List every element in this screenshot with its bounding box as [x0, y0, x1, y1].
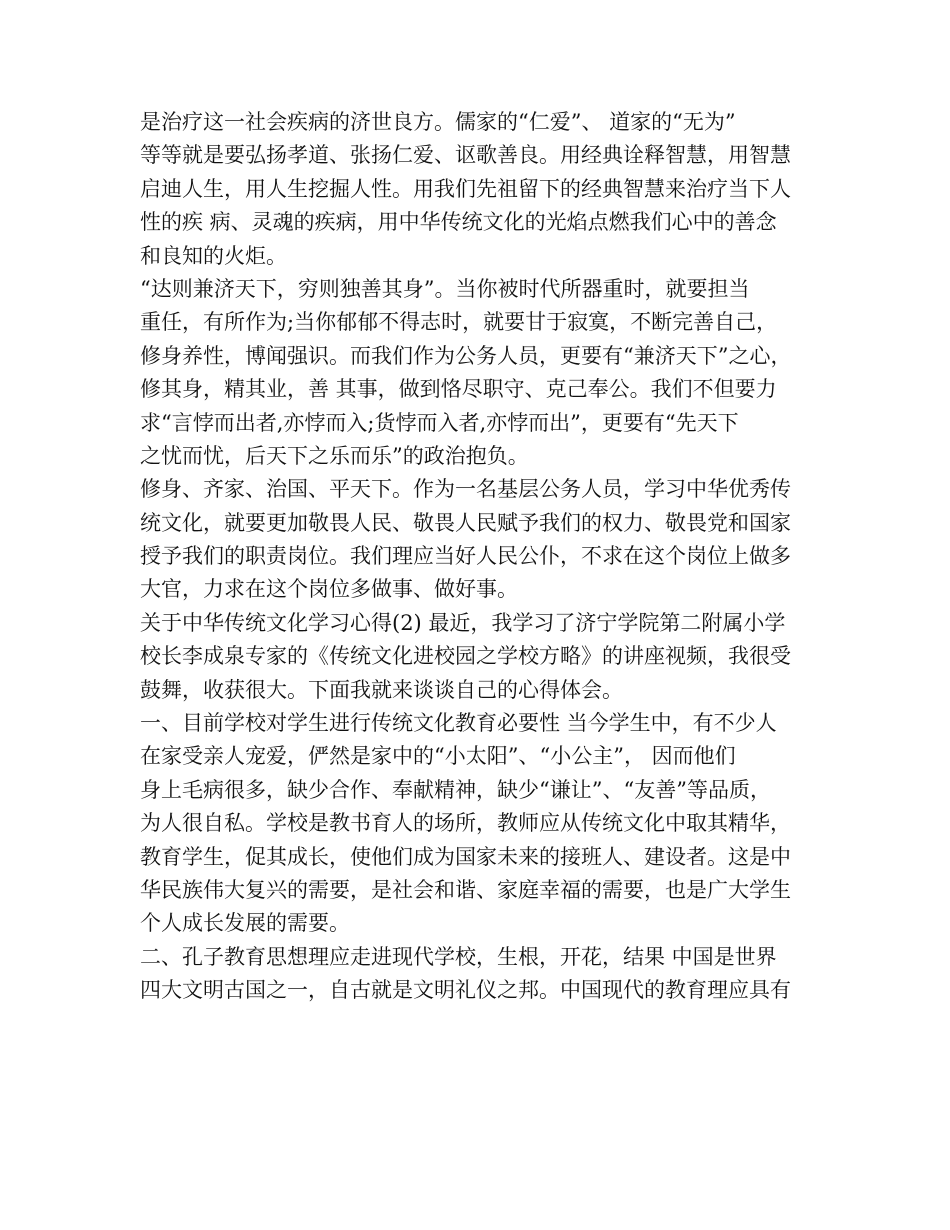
text-line: 和良知的火炬。 — [140, 243, 287, 268]
text-line: 求“言悖而出者,亦悖而入;货悖而入者,亦悖而出”，更要有“先天下 — [140, 410, 739, 435]
text-line: 华民族伟大复兴的需要，是社会和谐、家庭幸福的需要，也是广大学生 — [140, 877, 791, 902]
text-line: 重任，有所作为;当你郁郁不得志时，就要甘于寂寞，不断完善自己， — [140, 310, 778, 335]
text-line: 身上毛病很多，缺少合作、奉献精神，缺少“谦让”、“友善”等品质， — [140, 777, 771, 802]
text-line: 性的疾 病、灵魂的疾病，用中华传统文化的光焰点燃我们心中的善念 — [140, 210, 777, 235]
text-line: 统文化，就要更加敬畏人民、敬畏人民赋予我们的权力、敬畏党和国家 — [140, 510, 791, 535]
text-line: 在家受亲人宠爱，俨然是家中的“小太阳”、“小公主”， 因而他们 — [140, 744, 736, 769]
text-line: 之忧而忧，后天下之乐而乐”的政治抱负。 — [140, 443, 529, 468]
text-line: 关于中华传统文化学习心得(2) 最近，我学习了济宁学院第二附属小学 — [140, 610, 786, 635]
text-line: 一、目前学校对学生进行传统文化教育必要性 当今学生中，有不少人 — [140, 711, 777, 736]
text-line: 四大文明古国之一，自古就是文明礼仪之邦。中国现代的教育理应具有 — [140, 978, 791, 1003]
text-line: 大官，力求在这个岗位多做事、做好事。 — [140, 577, 518, 602]
text-line: 是治疗这一社会疾病的济世良方。儒家的“仁爱”、 道家的“无为” — [140, 110, 736, 134]
text-line: 校长李成泉专家的《传统文化进校园之学校方略》的讲座视频，我很受 — [140, 644, 791, 669]
text-line: 二、孔子教育思想理应走进现代学校，生根，开花，结果 中国是世界 — [140, 944, 777, 969]
text-line: 等等就是要弘扬孝道、张扬仁爱、讴歌善良。用经典诠释智慧，用智慧 — [140, 143, 791, 168]
text-line: 教育学生，促其成长，使他们成为国家未来的接班人、建设者。这是中 — [140, 844, 791, 869]
text-line: 修身养性，博闻强识。而我们作为公务人员，更要有“兼济天下”之心， — [140, 343, 792, 368]
text-line: 鼓舞，收获很大。下面我就来谈谈自己的心得体会。 — [140, 677, 623, 702]
text-line: 授予我们的职责岗位。我们理应当好人民公仆，不求在这个岗位上做多 — [140, 544, 791, 569]
body-text — [140, 106, 830, 1008]
text-line: 个人成长发展的需要。 — [140, 911, 350, 936]
text-line: 为人很自私。学校是教书育人的场所，教师应从传统文化中取其精华， — [140, 811, 791, 836]
text-line: 修身、齐家、治国、平天下。作为一名基层公务人员，学习中华优秀传 — [140, 477, 791, 502]
text-line: 修其身，精其业，善 其事，做到恪尽职守、克己奉公。我们不但要力 — [140, 377, 777, 402]
text-line: 启迪人生，用人生挖掘人性。用我们先祖留下的经典智慧来治疗当下人 — [140, 176, 791, 201]
text-line: “达则兼济天下，穷则独善其身”。当你被时代所器重时，就要担当 — [140, 276, 750, 301]
